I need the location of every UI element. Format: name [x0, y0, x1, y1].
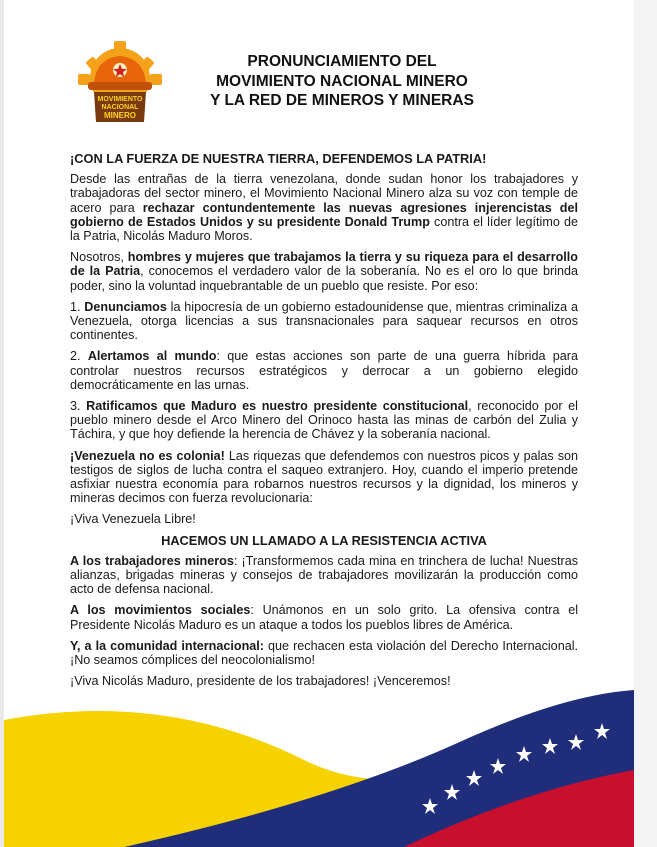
title-line-1: PRONUNCIAMIENTO DEL: [247, 53, 437, 70]
title-line-3: Y LA RED DE MINEROS Y MINERAS: [210, 92, 474, 109]
paragraph-intro: Desde las entrañas de la tierra venezolana, donde sudan honor los trabajadores y trabajadoras del sector minero, el Movimiento Nacional Minero alza su voz con temple de acero para rechazar contundentemente las nuevas agresiones injerencistas del gobierno de Estados Unidos y su presidente Donald Trump contra el líder legítimo de la Patria, Nicolás Maduro Moros.: [70, 172, 578, 244]
closing-line: ¡Viva Nicolás Maduro, presidente de los trabajadores! ¡Venceremos!: [70, 674, 451, 689]
main-heading: ¡CON LA FUERZA DE NUESTRA TIERRA, DEFENDEMOS LA PATRIA!: [70, 151, 487, 166]
page-edge: [634, 0, 657, 847]
title-line-2: MOVIMIENTO NACIONAL MINERO: [216, 72, 468, 90]
logo-text-line-3: MINERO: [104, 111, 136, 120]
logo-text-line-2: NACIONAL: [101, 104, 139, 111]
list-item-3: 3. Ratificamos que Maduro es nuestro presidente constitucional, reconocido por el pueblo minero desde el Arco Minero del Orinoco hasta las minas de carbón del Zulia y Táchira, y que hoy defiende la herencia de Chávez y la soberanía nacional.: [70, 399, 578, 442]
call-internacional: Y, a la comunidad internacional: que rechacen esta violación del Derecho Internacional. ¡No seamos cómplices del neocolonialismo!: [70, 638, 578, 668]
call-movimientos: A los movimientos sociales: Unámonos en un solo grito. La ofensiva contra el Presidente Nicolás Maduro es un ataque a todos los pueblos libres de América.: [70, 603, 578, 632]
document-page: [4, 0, 634, 847]
section-heading: HACEMOS UN LLAMADO A LA RESISTENCIA ACTIVA: [161, 532, 487, 548]
paragraph-nosotros: Nosotros, hombres y mujeres que trabajamos la tierra y su riqueza para el desarrollo de la Patria, conocemos el verdadero valor de la soberanía. No es el oro lo que brinda poder, sino la voluntad inquebrantable de un pueblo que resiste. Por eso:: [70, 250, 579, 293]
logo-text-line-1: MOVIMIENTO: [97, 96, 143, 103]
call-mineros: A los trabajadores mineros: ¡Transformemos cada mina en trinchera de lucha! Nuestras alianzas, brigadas mineras y consejos de trabajadores movilizarán la producción como acto de defensa nacional.: [70, 553, 579, 597]
list-item-1: 1. Denunciamos la hipocresía de un gobierno estadounidense que, mientras criminaliza a Venezuela, otorga licencias a sus transnacionales para saquear recursos en otros continentes.: [70, 299, 578, 343]
list-item-2: 2. Alertamos al mundo: que estas acciones son parte de una guerra híbrida para controlar nuestros recursos estratégicos y derrocar a un gobierno elegido democráticamente en las urnas.: [70, 349, 578, 392]
paragraph-colonia: ¡Venezuela no es colonia! Las riquezas que defendemos con nuestros picos y palas son testigos de siglos de lucha contra el saqueo extranjero. Hoy, cuando el imperio pretende asfixiar nuestra economía para robarnos nuestros recursos y la dignidad, los mineros y mineras decimos con fuerza revolucionaria:: [70, 448, 578, 506]
viva-venezuela: ¡Viva Venezuela Libre!: [70, 512, 196, 527]
venezuela-flag-wave: [4, 0, 634, 847]
